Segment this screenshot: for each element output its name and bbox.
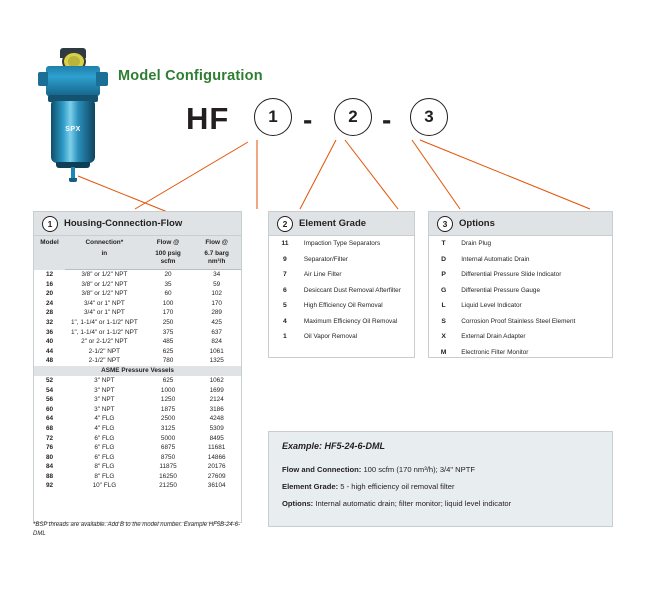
cell-connection: 3/4" or 1" NPT	[83, 299, 125, 307]
cell-scfm: 1000	[160, 386, 176, 394]
page-title: Model Configuration	[118, 68, 263, 84]
example-options-value: Internal automatic drain; filter monitor; liquid level indicator	[315, 499, 512, 508]
cell-scfm: 60	[164, 290, 172, 298]
cell-grade-desc: Impaction Type Separators	[303, 240, 381, 247]
cell-connection: 3" NPT	[94, 386, 115, 394]
example-flow-value: 100 scfm (170 nm³/h); 3/4" NPTF	[363, 465, 476, 474]
example-line-options	[282, 499, 511, 508]
table-section-header	[34, 366, 241, 376]
cell-nm3h: 1062	[209, 376, 224, 384]
table-row	[34, 462, 241, 472]
cell-model: 32	[45, 318, 54, 326]
cell-model: 24	[45, 299, 54, 307]
cell-scfm: 11875	[159, 463, 177, 471]
cell-grade-desc: Maximum Efficiency Oil Removal	[303, 317, 398, 325]
table-row	[429, 314, 612, 330]
cell-option-desc: Differential Pressure Gauge	[461, 286, 541, 294]
example-flow-label: Flow and Connection:	[282, 465, 362, 474]
model-code-dash-2: -	[382, 104, 392, 135]
cell-nm3h: 1061	[209, 347, 224, 355]
table-row	[269, 252, 414, 268]
cell-nm3h: 20176	[207, 463, 226, 471]
table-row	[269, 236, 414, 252]
example-options-label: Options:	[282, 499, 314, 508]
cell-nm3h: 14866	[207, 453, 226, 461]
cell-option-desc: Drain Plug	[461, 240, 492, 247]
cell-option-code: T	[441, 240, 446, 247]
cell-model: 68	[45, 424, 54, 432]
cell-scfm: 170	[162, 309, 174, 317]
cell-nm3h: 27609	[207, 472, 226, 480]
cell-connection: 3" NPT	[94, 396, 115, 404]
col-connection-sub: in	[65, 247, 144, 270]
cell-option-code: L	[441, 302, 446, 309]
table-row	[34, 347, 241, 357]
cell-connection: 3/4" or 1" NPT	[83, 309, 125, 317]
panel1-title: Housing-Connection-Flow	[64, 218, 183, 229]
cell-model: 84	[45, 463, 54, 471]
model-code-slot-2: 2	[334, 98, 372, 136]
cell-nm3h: 2124	[209, 396, 224, 404]
cell-model: 20	[45, 290, 54, 298]
cell-connection: 6" FLG	[94, 434, 115, 442]
table-row	[34, 337, 241, 347]
cell-option-code: G	[440, 286, 447, 294]
cell-connection: 2-1/2" NPT	[88, 347, 121, 355]
table-row	[269, 329, 414, 345]
panel2-header	[269, 212, 414, 236]
panel-options	[428, 211, 613, 358]
cell-grade-code: 9	[283, 255, 287, 263]
cell-connection: 6" FLG	[94, 453, 115, 461]
housing-footnote: *BSP threads are available. Add B to the model number. Example HF5B-24-6-DML	[33, 522, 241, 537]
cell-grade-desc: Desiccant Dust Removal Afterfilter	[303, 286, 401, 294]
cell-scfm: 1250	[160, 396, 176, 404]
table-row	[34, 414, 241, 424]
cell-nm3h: 3186	[209, 405, 224, 413]
cell-nm3h: 425	[211, 318, 222, 326]
cell-connection: 3/8" or 1/2" NPT	[81, 271, 128, 278]
cell-nm3h: 34	[213, 271, 221, 278]
cell-nm3h: 8495	[209, 434, 224, 442]
table-row	[34, 472, 241, 482]
table-row	[429, 252, 612, 268]
table-row	[34, 280, 241, 290]
cell-connection: 10" FLG	[92, 482, 117, 490]
col-model: Model	[34, 236, 65, 270]
example-line-flow	[282, 465, 475, 474]
table-row	[34, 308, 241, 318]
cell-scfm: 2500	[160, 415, 176, 423]
table-row	[429, 283, 612, 299]
table-row	[34, 453, 241, 463]
table-row	[429, 267, 612, 283]
cell-option-desc: Internal Automatic Drain	[461, 255, 530, 263]
cell-model: 72	[45, 434, 54, 442]
col-flow1-sub: 100 psig scfm	[144, 247, 193, 270]
table-row	[34, 405, 241, 415]
cell-scfm: 250	[162, 318, 174, 326]
cell-scfm: 20	[164, 271, 172, 278]
table-row	[429, 236, 612, 252]
cell-scfm: 375	[162, 328, 174, 336]
panel-element-grade	[268, 211, 415, 358]
cell-connection: 2-1/2" NPT	[88, 357, 121, 365]
cell-scfm: 1875	[160, 405, 176, 413]
example-grade-label: Element Grade:	[282, 482, 339, 491]
cell-scfm: 21250	[159, 482, 177, 490]
cell-model: 36	[45, 328, 54, 336]
cell-scfm: 16250	[159, 472, 177, 480]
cell-nm3h: 36104	[207, 482, 226, 490]
table-row	[34, 481, 241, 491]
cell-option-code: S	[441, 317, 446, 325]
cell-scfm: 100	[162, 299, 174, 307]
panel3-header	[429, 212, 612, 236]
cell-grade-code: 6	[283, 286, 287, 294]
table-row	[34, 395, 241, 405]
table-row	[269, 314, 414, 330]
table-row	[429, 345, 612, 361]
options-table	[429, 236, 612, 360]
table-row	[34, 386, 241, 396]
table-row	[269, 267, 414, 283]
cell-connection: 8" FLG	[94, 472, 115, 480]
cell-nm3h: 102	[211, 290, 222, 298]
cell-model: 16	[45, 280, 54, 288]
example-grade-value: 5 - high efficiency oil removal filter	[340, 482, 455, 491]
cell-nm3h: 11681	[208, 444, 226, 452]
example-line-grade	[282, 482, 455, 491]
panel1-header	[34, 212, 241, 236]
cell-model: 60	[45, 405, 54, 413]
panel3-bullet: 3	[437, 216, 453, 232]
cell-grade-code: 7	[283, 271, 287, 278]
cell-grade-code: 5	[283, 302, 287, 309]
model-code-row	[186, 98, 446, 142]
cell-model: 92	[45, 482, 54, 490]
cell-connection: 1", 1-1/4" or 1-1/2" NPT	[70, 328, 138, 336]
panel1-bullet: 1	[42, 216, 58, 232]
table-row	[34, 443, 241, 453]
panel3-title: Options	[459, 218, 495, 229]
cell-option-code: D	[441, 255, 447, 263]
cell-scfm: 8750	[160, 453, 176, 461]
table-row	[429, 329, 612, 345]
cell-model: 44	[45, 347, 54, 355]
cell-grade-code: 1	[283, 333, 287, 340]
cell-model: 88	[45, 472, 54, 480]
cell-nm3h: 1325	[209, 357, 224, 365]
cell-model: 48	[45, 357, 54, 365]
cell-option-desc: Corrosion Proof Stainless Steel Element	[461, 317, 576, 325]
cell-connection: 4" FLG	[94, 424, 115, 432]
model-code-slot-1: 1	[254, 98, 292, 136]
cell-connection: 3/8" or 1/2" NPT	[81, 280, 128, 288]
cell-option-code: X	[441, 333, 446, 340]
cell-model: 12	[45, 270, 54, 278]
col-connection: Connection*	[65, 236, 144, 247]
cell-nm3h: 1699	[209, 386, 224, 394]
cell-option-code: M	[440, 348, 447, 356]
cell-model: 80	[45, 453, 54, 461]
cell-nm3h: 170	[211, 299, 222, 307]
cell-nm3h: 5309	[209, 424, 224, 432]
cell-nm3h: 59	[213, 280, 221, 288]
cell-scfm: 485	[162, 338, 174, 346]
cell-scfm: 3125	[160, 424, 176, 432]
table-row	[34, 318, 241, 328]
cell-grade-code: 11	[281, 240, 289, 247]
cell-scfm: 35	[164, 280, 172, 288]
cell-option-desc: Electronic Filter Monitor	[461, 348, 529, 356]
cell-grade-desc: Oil Vapor Removal	[303, 333, 358, 340]
cell-scfm: 6875	[160, 444, 176, 452]
table-row	[34, 356, 241, 366]
col-flow1: Flow @	[144, 236, 193, 247]
cell-option-desc: Differential Pressure Slide Indicator	[461, 271, 562, 278]
model-code-prefix: HF	[186, 101, 230, 136]
cell-option-desc: Liquid Level Indicator	[461, 302, 522, 309]
cell-connection: 1", 1-1/4" or 1-1/2" NPT	[70, 318, 138, 326]
cell-connection: 2" or 2-1/2" NPT	[81, 338, 128, 346]
model-code-slot-3: 3	[410, 98, 448, 136]
cell-connection: 3" NPT	[94, 405, 115, 413]
cell-connection: 6" FLG	[94, 444, 115, 452]
panel2-bullet: 2	[277, 216, 293, 232]
cell-nm3h: 824	[211, 338, 222, 346]
example-box	[268, 431, 613, 527]
cell-scfm: 625	[162, 347, 174, 355]
cell-option-code: P	[441, 271, 446, 278]
table-row	[269, 298, 414, 314]
table-row	[34, 299, 241, 309]
cell-option-desc: External Drain Adapter	[461, 333, 526, 340]
panel-housing-connection-flow	[33, 211, 242, 523]
table-row	[34, 424, 241, 434]
cell-grade-code: 4	[283, 317, 287, 325]
panel2-title: Element Grade	[299, 218, 367, 229]
cell-nm3h: 4248	[209, 415, 224, 423]
cell-nm3h: 637	[211, 328, 222, 336]
cell-connection: 3/8" or 1/2" NPT	[81, 290, 128, 298]
element-grade-table	[269, 236, 414, 345]
cell-model: 54	[45, 386, 54, 394]
housing-brand-label: SPX	[65, 126, 81, 133]
housing-table	[34, 236, 241, 491]
cell-model: 52	[45, 376, 54, 384]
cell-model: 40	[45, 338, 54, 346]
cell-model: 28	[45, 309, 54, 317]
table-row	[429, 298, 612, 314]
cell-model: 64	[45, 415, 54, 423]
cell-scfm: 780	[162, 357, 174, 365]
table-row	[269, 283, 414, 299]
cell-nm3h: 289	[211, 309, 222, 317]
cell-connection: 3" NPT	[94, 376, 115, 384]
col-flow2-sub: 6.7 barg nm³/h	[192, 247, 241, 270]
cell-connection: 4" FLG	[94, 415, 115, 423]
cell-scfm: 625	[162, 376, 174, 384]
table-row	[34, 328, 241, 338]
cell-model: 56	[45, 396, 54, 404]
cell-grade-desc: High Efficiency Oil Removal	[303, 302, 383, 309]
cell-grade-desc: Air Line Filter	[303, 271, 342, 278]
cell-model: 76	[45, 444, 54, 452]
cell-connection: 8" FLG	[94, 463, 115, 471]
model-code-dash-1: -	[303, 104, 313, 135]
cell-scfm: 5000	[160, 434, 176, 442]
cell-grade-desc: Separator/Filter	[303, 255, 348, 263]
table-row	[34, 376, 241, 386]
table-row	[34, 434, 241, 444]
table-row	[34, 270, 241, 280]
table-row	[34, 289, 241, 299]
section-label: ASME Pressure Vessels	[34, 366, 241, 376]
col-flow2: Flow @	[192, 236, 241, 247]
example-title: Example: HF5-24-6-DML	[282, 441, 386, 451]
